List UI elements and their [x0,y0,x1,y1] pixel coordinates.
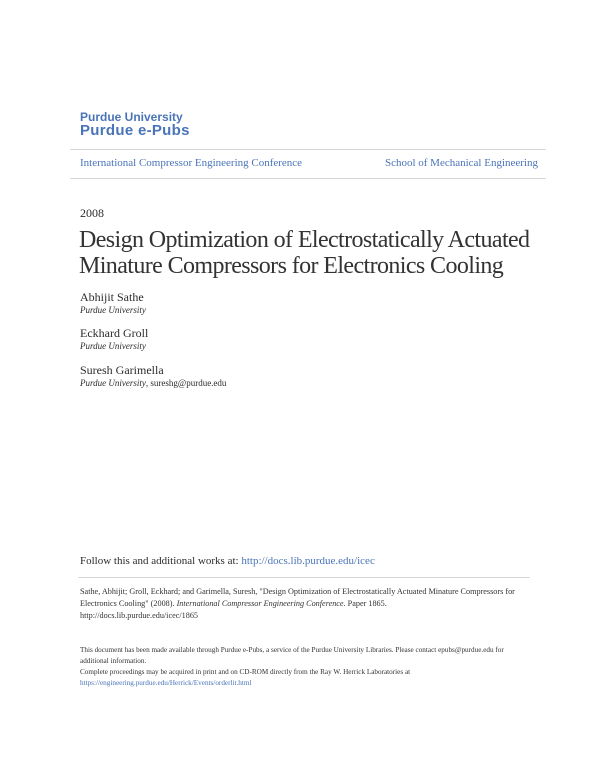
herrick-link[interactable]: https://engineering.purdue.edu/Herrick/Events/orderlit.html [80,679,252,687]
author-affiliation [80,378,226,388]
notice-block [80,645,532,689]
footer-divider [78,577,530,578]
citation-paper: . Paper 1865. [343,599,387,608]
affiliation-text: Purdue University [80,341,146,351]
author-email: , sureshg@purdue.edu [145,378,227,388]
affiliation-text: Purdue University [80,305,146,315]
author-name: Abhijit Sathe [80,290,144,304]
citation-conference: International Compressor Engineering Conference [176,599,344,608]
university-name: Purdue University [80,110,183,124]
header-divider-bottom [70,178,546,179]
citation-url[interactable]: http://docs.lib.purdue.edu/icec/1865 [80,611,199,620]
notice-line-2: Complete proceedings may be acquired in print and on CD-ROM directly from the Ray W. Herrick Laboratories at [80,668,411,676]
collection-link[interactable]: http://docs.lib.purdue.edu/icec [241,555,375,567]
notice-line-1: This document has been made available through Purdue e-Pubs, a service of the Purdue University Libraries. Please contact epubs@purdue.edu for additional information. [80,646,504,665]
follow-line [80,555,375,567]
paper-title: Design Optimization of Electrostatically Actuated Minature Compressors for Electronics Cooling [79,227,530,279]
citation-text: Sathe, Abhijit; Groll, Eckhard; and Garimella, Suresh, "Design Optimization of Electrostatically Actuated Minature Compressors for Electronics Cooling" (2008). [80,587,515,608]
school-link[interactable]: School of Mechanical Engineering [384,157,538,169]
author-affiliation [80,341,146,351]
follow-text: Follow this and additional works at: [80,555,242,567]
header-divider-top [70,149,546,150]
author-name: Eckhard Groll [80,326,149,340]
author-name: Suresh Garimella [80,363,164,377]
conference-link[interactable]: International Compressor Engineering Conference [80,157,303,169]
author-affiliation [80,305,146,315]
publication-year: 2008 [80,206,104,220]
citation-block [80,586,532,622]
affiliation-text: Purdue University [80,378,146,388]
repository-name[interactable]: Purdue e-Pubs [80,122,190,139]
